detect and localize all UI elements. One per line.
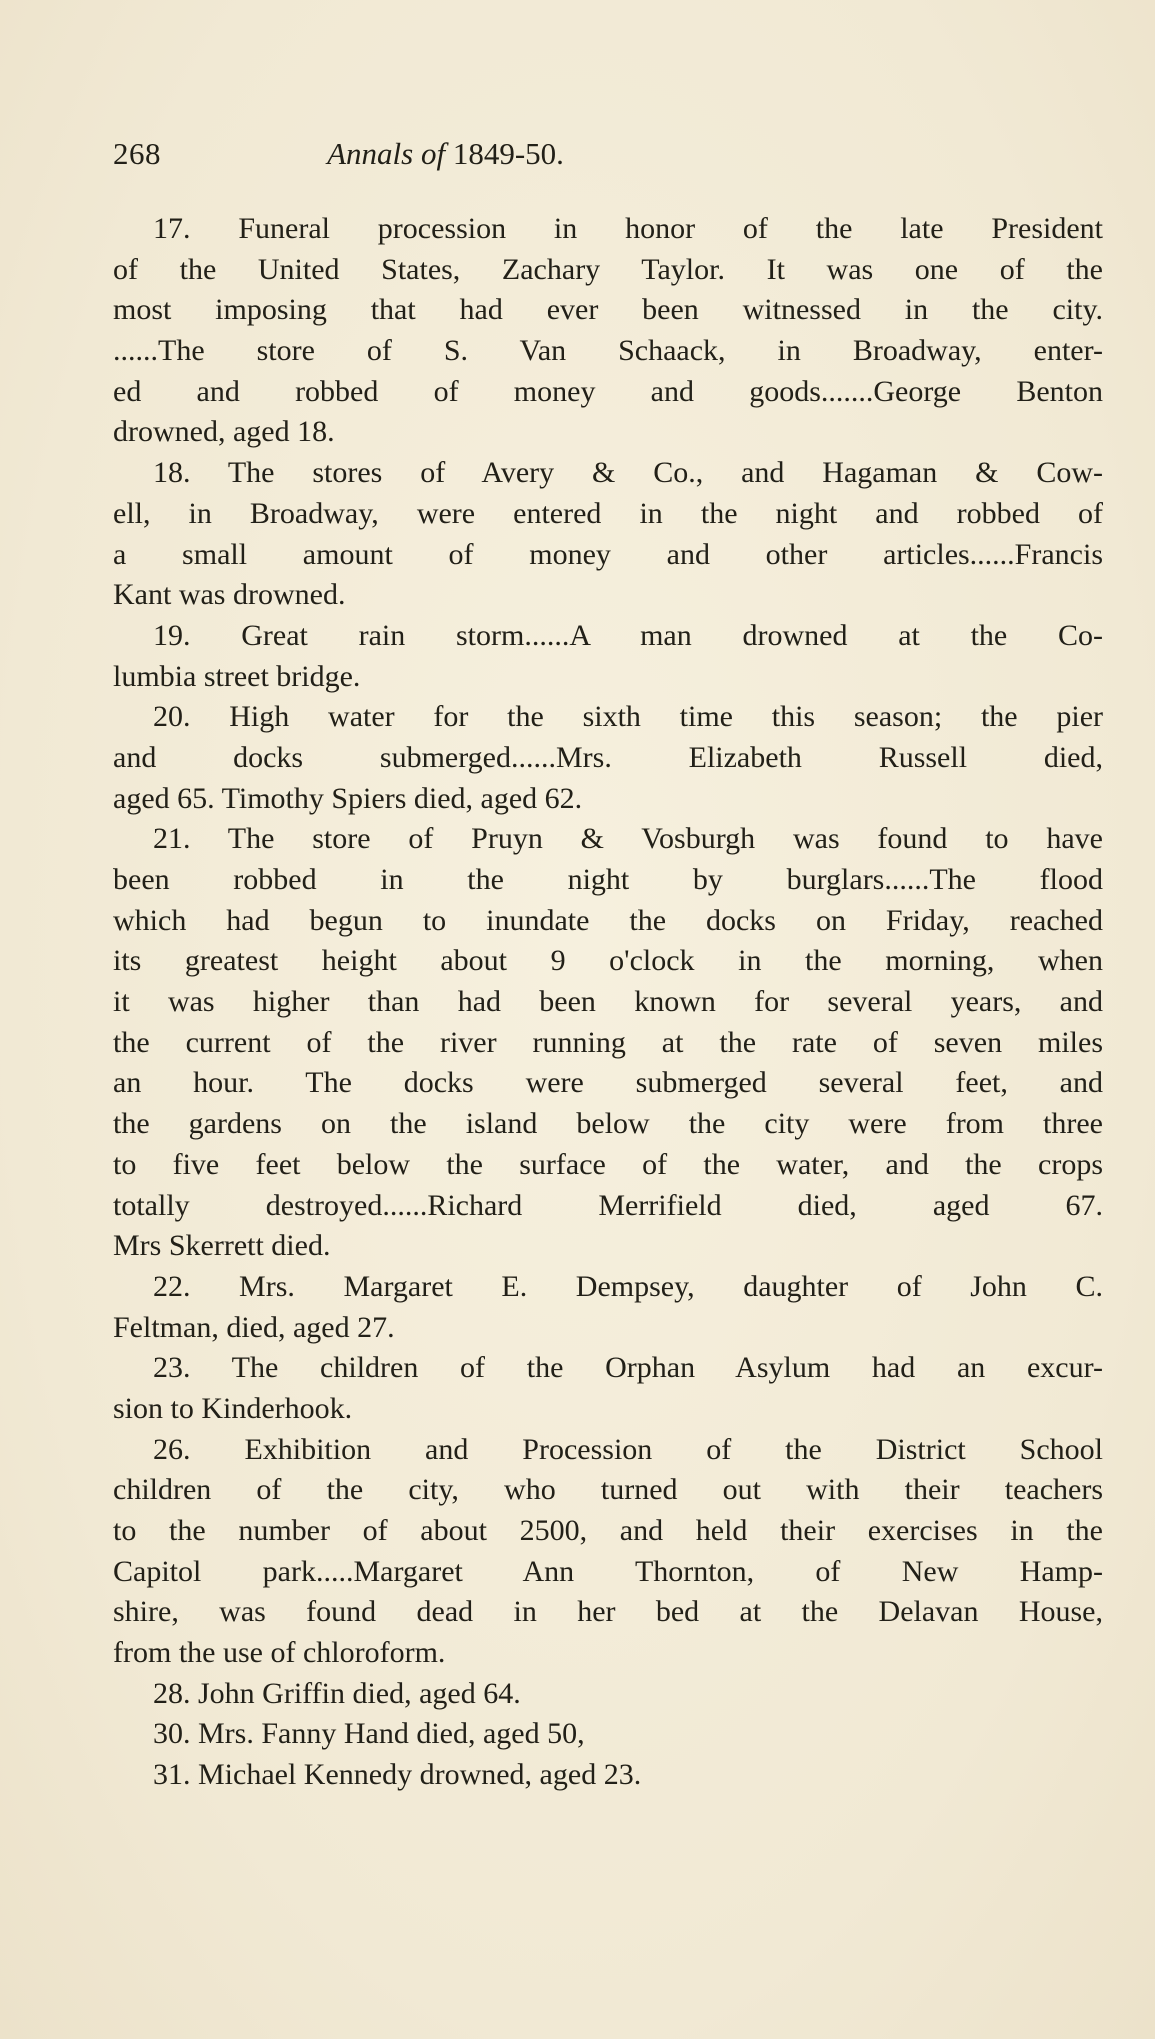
text-line: Capitol park.....Margaret Ann Thornton, of New Hamp- [113, 1554, 1103, 1588]
text-line: an hour. The docks were submerged several feet, and [113, 1066, 1103, 1100]
text-line: 22. Mrs. Margaret E. Dempsey, daughter of John C. [153, 1269, 1103, 1303]
text-line: its greatest height about 9 o'clock in the morning, when [113, 944, 1103, 978]
text-line: 17. Funeral procession in honor of the late President [153, 212, 1103, 245]
text-line: Feltman, died, aged 27. [113, 1310, 395, 1344]
running-title-italic: Annals of [327, 136, 446, 171]
text-line: sion to Kinderhook. [113, 1391, 353, 1425]
text-line: shire, was found dead in her bed at the Delavan House, [113, 1595, 1103, 1629]
text-line: 18. The stores of Avery & Co., and Hagaman & Cow- [153, 456, 1103, 490]
text-line: ell, in Broadway, were entered in the night and robbed of [113, 496, 1103, 530]
text-line: 31. Michael Kennedy drowned, aged 23. [153, 1758, 642, 1792]
text-line: aged 65. Timothy Spiers died, aged 62. [113, 781, 583, 815]
text-line: 28. John Griffin died, aged 64. [153, 1676, 521, 1710]
text-line: it was higher than had been known for several years, and [113, 985, 1103, 1019]
text-line: from the use of chloroform. [113, 1636, 446, 1670]
text-line: children of the city, who turned out with their teachers [113, 1473, 1103, 1507]
text-line: ......The store of S. Van Schaack, in Broadway, enter- [113, 334, 1103, 368]
text-line: ed and robbed of money and goods.......George Benton [113, 374, 1103, 408]
text-line: a small amount of money and other articles......Francis [113, 537, 1103, 571]
text-line: Kant was drowned. [113, 578, 346, 612]
text-line: 21. The store of Pruyn & Vosburgh was found to have [153, 822, 1103, 856]
text-line: the gardens on the island below the city were from three [113, 1107, 1103, 1141]
text-line: which had begun to inundate the docks on Friday, reached [113, 903, 1103, 937]
text-line: to the number of about 2500, and held their exercises in the [113, 1514, 1103, 1547]
text-line: 20. High water for the sixth time this season; the pier [153, 700, 1103, 734]
text-line: to five feet below the surface of the water, and the crops [113, 1147, 1103, 1181]
running-title-year: 1849-50. [452, 136, 564, 171]
text-line: been robbed in the night by burglars......The flood [113, 863, 1103, 896]
text-line: of the United States, Zachary Taylor. It was one of the [113, 252, 1103, 286]
text-line: 26. Exhibition and Procession of the District School [153, 1432, 1103, 1466]
text-line: 30. Mrs. Fanny Hand died, aged 50, [153, 1717, 585, 1751]
text-line: Mrs Skerrett died. [113, 1229, 331, 1263]
text-line: and docks submerged......Mrs. Elizabeth Russell died, [113, 740, 1103, 774]
text-line: 23. The children of the Orphan Asylum had an excur- [153, 1351, 1103, 1385]
page-body-text [113, 209, 1103, 1796]
text-line: the current of the river running at the rate of seven miles [113, 1025, 1103, 1059]
page-number: 268 [113, 136, 161, 171]
text-line: lumbia street bridge. [113, 659, 361, 693]
text-line: 19. Great rain storm......A man drowned at the Co- [153, 618, 1103, 652]
running-title [113, 136, 778, 172]
running-header [113, 136, 778, 182]
text-line: totally destroyed......Richard Merrifield died, aged 67. [113, 1188, 1103, 1222]
text-line: drowned, aged 18. [113, 415, 335, 449]
text-line: most imposing that had ever been witnessed in the city. [113, 293, 1103, 327]
